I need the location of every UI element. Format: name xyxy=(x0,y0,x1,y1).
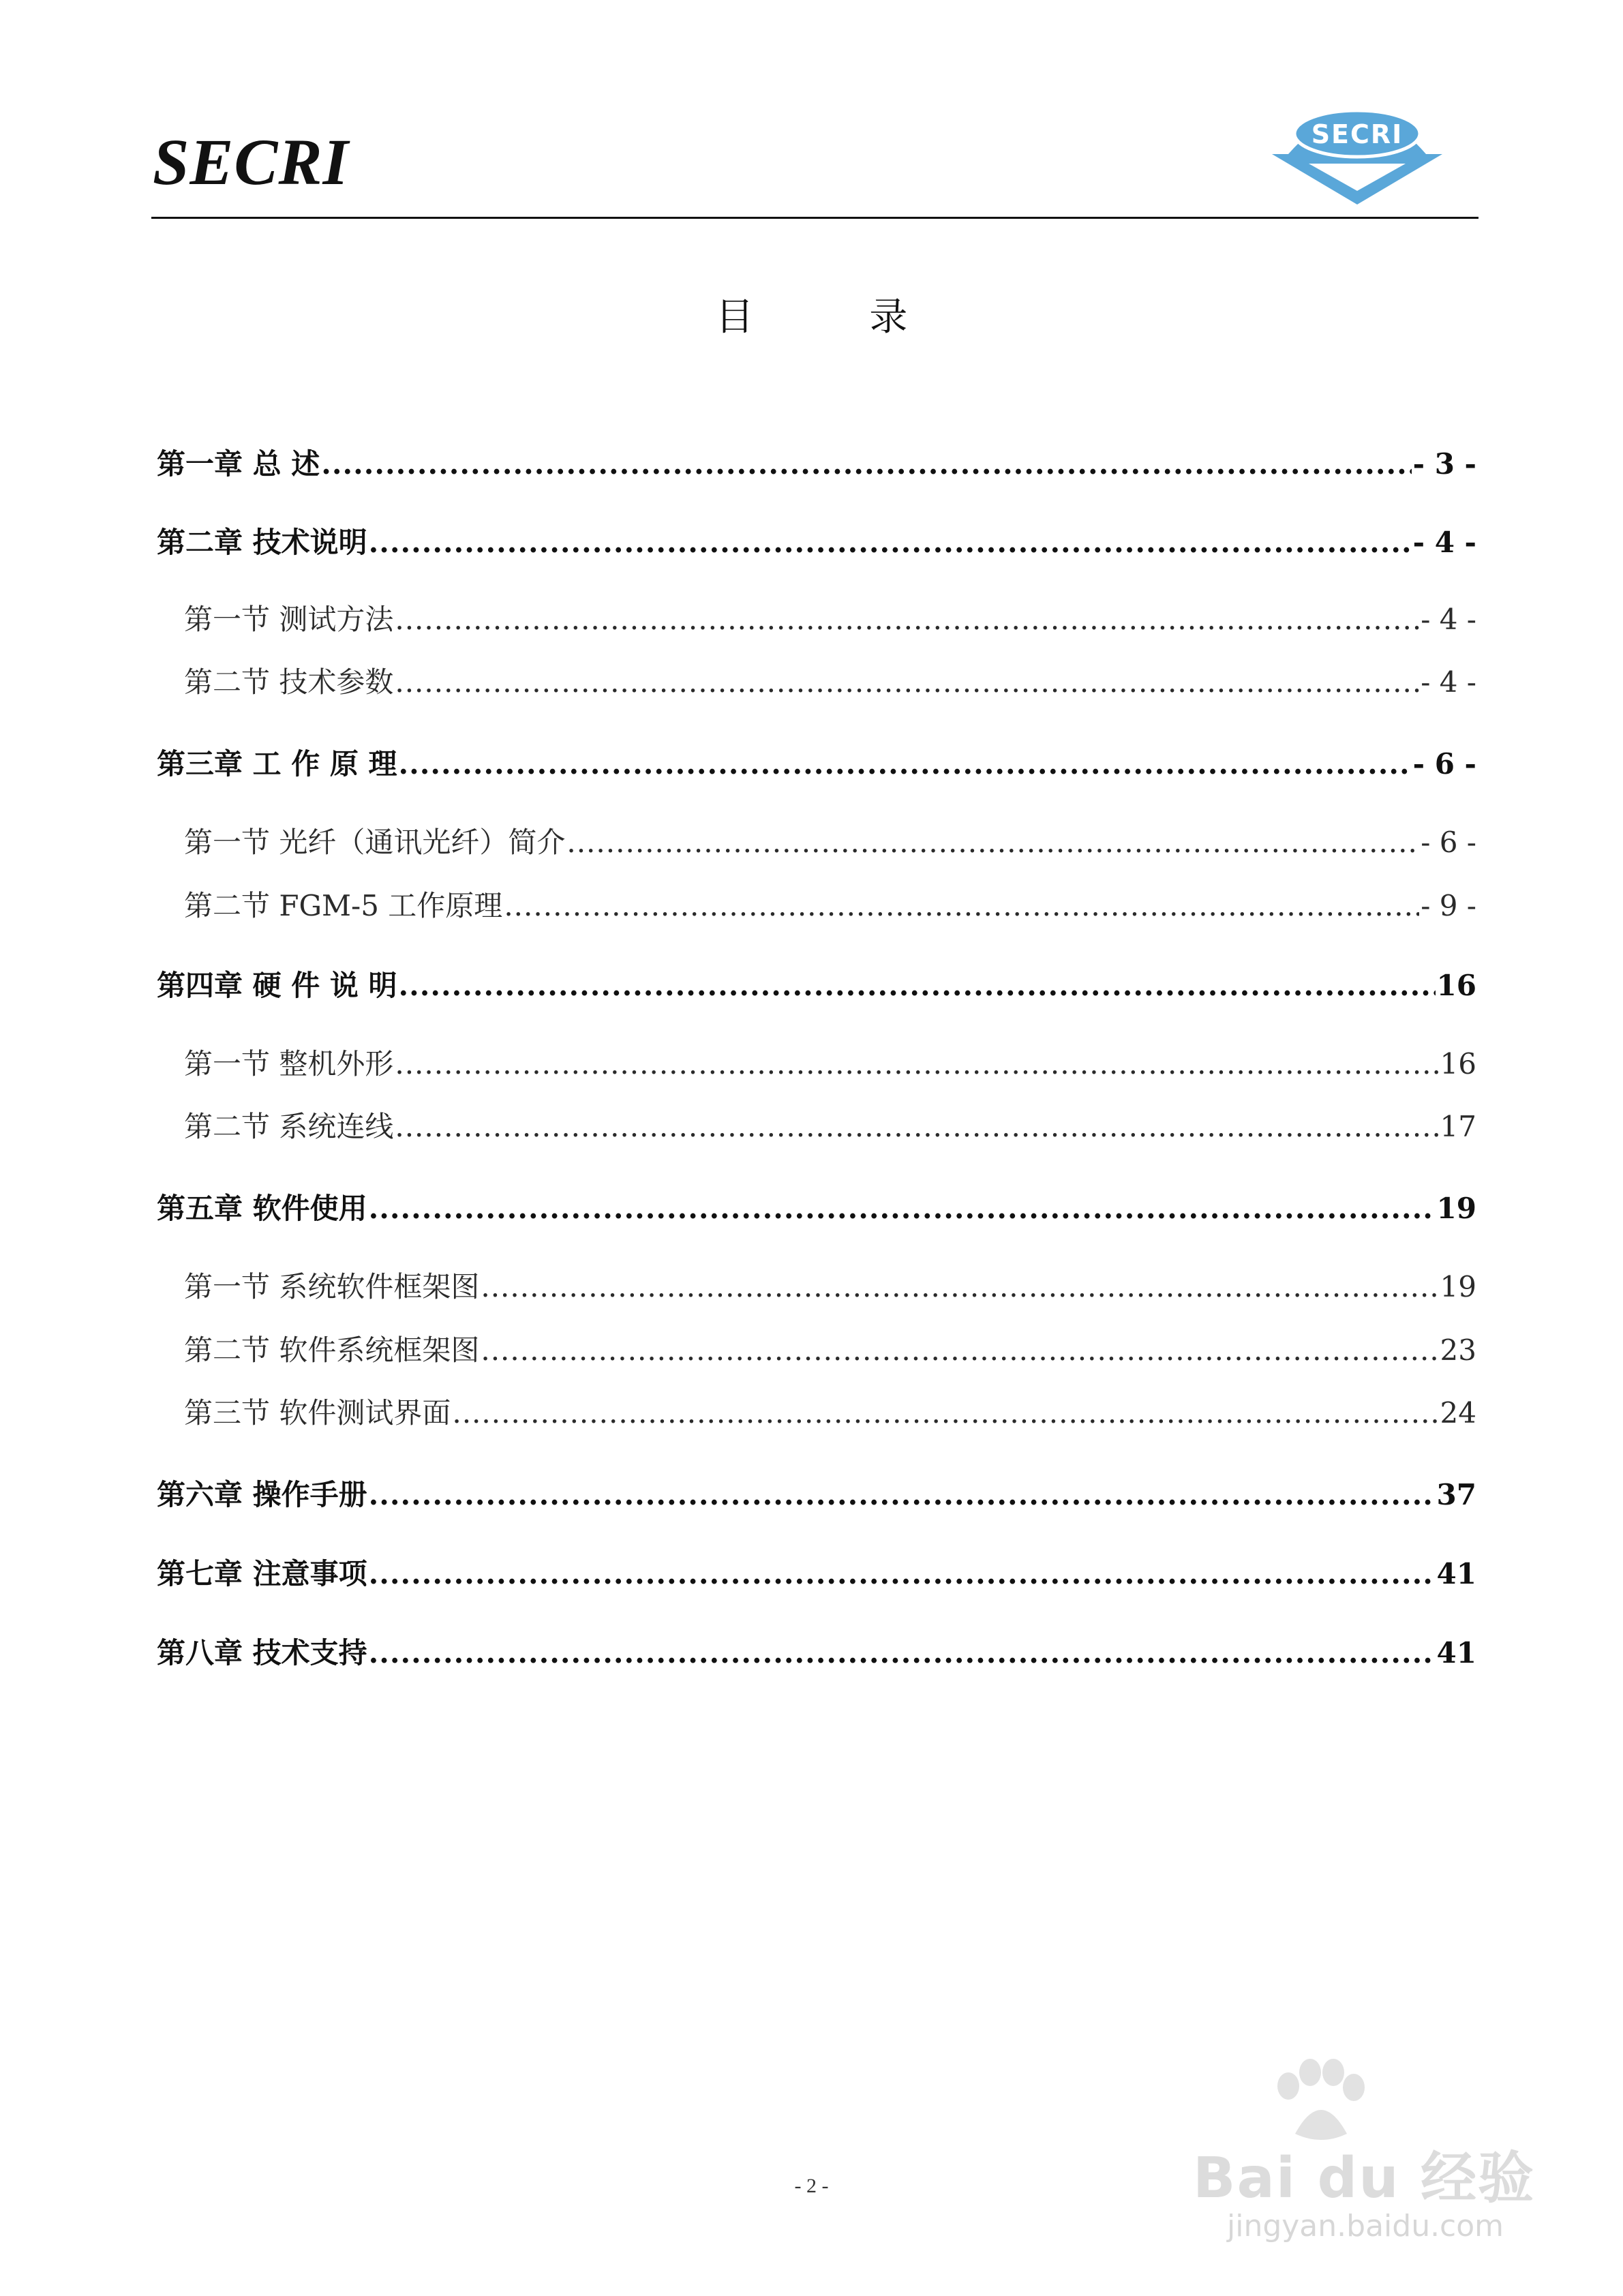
toc-dot-leader xyxy=(566,828,1419,857)
footer-page-number: - 2 - xyxy=(794,2175,829,2197)
toc-dot-leader xyxy=(395,1113,1438,1141)
toc-entry-label: 第三章 工 作 原 理 xyxy=(157,747,397,781)
toc-section-entry[interactable] xyxy=(184,1333,1476,1367)
toc-entry-page: 19 xyxy=(1440,1270,1476,1303)
toc-entry-page: 19 xyxy=(1436,1192,1476,1225)
toc-entry-page: - 3 - xyxy=(1412,447,1476,481)
toc-entry-page: - 4 - xyxy=(1421,603,1476,636)
toc-dot-leader xyxy=(369,528,1412,557)
toc-dot-leader xyxy=(369,1560,1436,1588)
watermark-url: jingyan.baidu.com xyxy=(1227,2209,1504,2244)
toc-entry-page: 16 xyxy=(1440,1047,1476,1081)
toc-chapter-entry[interactable] xyxy=(157,971,1476,1000)
toc-section-entry[interactable] xyxy=(184,605,1476,634)
toc-chapter-entry[interactable] xyxy=(157,747,1476,781)
toc-section-entry[interactable] xyxy=(184,1047,1476,1081)
toc-dot-leader xyxy=(321,450,1411,479)
toc-dot-leader xyxy=(481,1336,1438,1365)
toc-entry-label: 第一章 总 述 xyxy=(157,447,320,481)
toc-section-entry[interactable] xyxy=(184,828,1476,857)
toc-section-entry[interactable] xyxy=(184,1110,1476,1143)
toc-chapter-entry[interactable] xyxy=(157,528,1476,557)
header-rule xyxy=(151,217,1478,219)
toc-entry-label: 第一节 测试方法 xyxy=(184,603,394,636)
baidu-watermark xyxy=(1152,2059,1534,2263)
toc-entry-label: 第七章 注意事项 xyxy=(157,1557,367,1590)
toc-dot-leader xyxy=(369,1194,1436,1223)
secri-logo xyxy=(1268,89,1446,206)
toc-chapter-entry[interactable] xyxy=(157,1557,1476,1590)
toc-chapter-entry[interactable] xyxy=(157,1478,1476,1511)
page-title: 目 录 xyxy=(715,295,960,339)
toc-chapter-entry[interactable] xyxy=(157,1636,1476,1670)
toc-entry-page: 41 xyxy=(1436,1636,1476,1670)
toc-section-entry[interactable] xyxy=(184,889,1476,922)
toc-dot-leader xyxy=(399,750,1412,779)
toc-entry-page: - 9 - xyxy=(1421,889,1476,922)
toc-section-entry[interactable] xyxy=(184,1396,1476,1430)
toc-dot-leader xyxy=(504,892,1419,920)
toc-entry-label: 第二节 FGM-5 工作原理 xyxy=(184,889,503,922)
toc-entry-page: 16 xyxy=(1436,969,1476,1002)
toc-entry-label: 第二节 技术参数 xyxy=(184,665,394,699)
header-brand: SECRI xyxy=(153,125,349,198)
toc-entry-page: 23 xyxy=(1440,1333,1476,1367)
toc-dot-leader xyxy=(369,1639,1436,1667)
toc-entry-label: 第二章 技术说明 xyxy=(157,526,367,559)
toc-entry-label: 第一节 系统软件框架图 xyxy=(184,1270,480,1303)
toc-entry-label: 第五章 软件使用 xyxy=(157,1192,367,1225)
toc-entry-label: 第二节 软件系统框架图 xyxy=(184,1333,480,1367)
toc-dot-leader xyxy=(369,1481,1436,1509)
toc-chapter-entry[interactable] xyxy=(157,1194,1476,1223)
toc-entry-label: 第三节 软件测试界面 xyxy=(184,1396,451,1430)
toc-dot-leader xyxy=(395,605,1419,634)
toc-dot-leader xyxy=(481,1273,1438,1301)
toc-dot-leader xyxy=(395,668,1419,697)
toc-entry-label: 第二节 系统连线 xyxy=(184,1110,394,1143)
toc-entry-label: 第八章 技术支持 xyxy=(157,1636,367,1670)
toc-chapter-entry[interactable] xyxy=(157,447,1476,481)
toc-entry-page: - 4 - xyxy=(1421,665,1476,699)
logo-text: SECRI xyxy=(1311,119,1404,149)
toc-dot-leader xyxy=(399,971,1436,1000)
toc-dot-leader xyxy=(395,1050,1438,1078)
toc-entry-label: 第四章 硬 件 说 明 xyxy=(157,969,397,1002)
watermark-brand: Bai du 经验 xyxy=(1193,2146,1536,2211)
toc-entry-page: 37 xyxy=(1436,1478,1476,1511)
toc-section-entry[interactable] xyxy=(184,665,1476,699)
toc-entry-page: - 6 - xyxy=(1421,826,1476,859)
toc-entry-page: - 6 - xyxy=(1412,747,1476,781)
toc-section-entry[interactable] xyxy=(184,1270,1476,1303)
toc-entry-page: 17 xyxy=(1440,1110,1476,1143)
toc-entry-label: 第一节 整机外形 xyxy=(184,1047,394,1081)
toc-dot-leader xyxy=(452,1399,1438,1428)
toc-entry-label: 第六章 操作手册 xyxy=(157,1478,367,1511)
toc-entry-label: 第一节 光纤（通讯光纤）简介 xyxy=(184,826,566,859)
toc-entry-page: 24 xyxy=(1440,1396,1476,1430)
toc-entry-page: - 4 - xyxy=(1412,526,1476,559)
toc-entry-page: 41 xyxy=(1436,1557,1476,1590)
